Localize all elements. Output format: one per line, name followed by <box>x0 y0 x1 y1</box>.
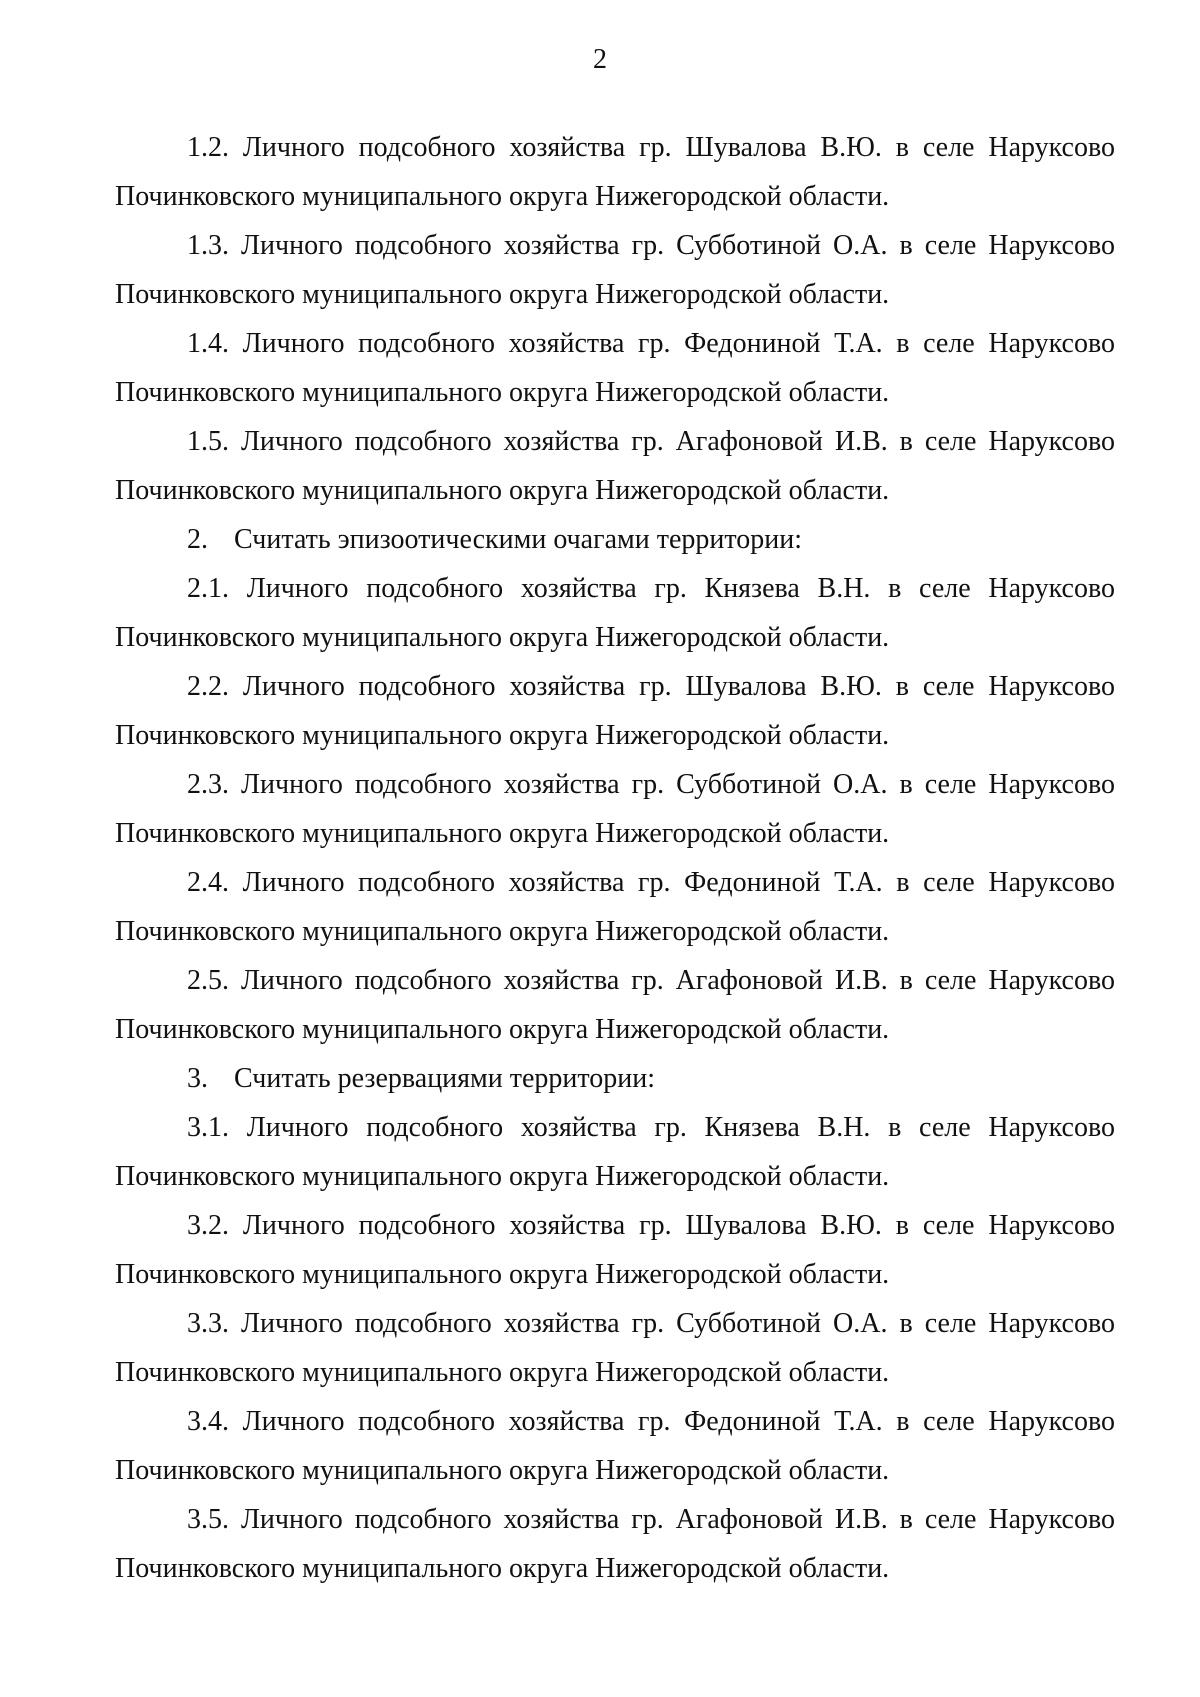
section-heading <box>115 1054 1115 1103</box>
item-text: Личного подсобного хозяйства гр. Субботиной О.А. в селе Наруксово Починковского муниципального округа Нижегородской области. <box>115 769 1116 849</box>
item-text: Личного подсобного хозяйства гр. Агафоновой И.В. в селе Наруксово Починковского муниципального округа Нижегородской области. <box>115 965 1115 1045</box>
item-number: 2.2. <box>187 671 229 702</box>
item-text: Личного подсобного хозяйства гр. Федониной Т.А. в селе Наруксово Починковского муниципального округа Нижегородской области. <box>115 867 1116 947</box>
section-number: 2. <box>187 524 208 555</box>
list-item <box>115 221 1115 319</box>
list-item <box>115 1299 1115 1397</box>
list-item <box>115 1201 1115 1299</box>
item-text: Личного подсобного хозяйства гр. Агафоновой И.В. в селе Наруксово Починковского муниципального округа Нижегородской области. <box>115 1504 1115 1584</box>
section-text: Считать резервациями территории: <box>234 1063 656 1094</box>
item-text: Личного подсобного хозяйства гр. Шувалова В.Ю. в селе Наруксово Починковского муниципального округа Нижегородской области. <box>115 132 1116 212</box>
item-number: 2.1. <box>187 573 229 604</box>
item-number: 1.4. <box>187 328 229 359</box>
list-item <box>115 319 1115 417</box>
list-item <box>115 1397 1115 1495</box>
list-item <box>115 1495 1115 1593</box>
item-text: Личного подсобного хозяйства гр. Шувалова В.Ю. в селе Наруксово Починковского муниципального округа Нижегородской области. <box>115 671 1116 751</box>
item-number: 2.3. <box>187 769 229 800</box>
list-item <box>115 417 1115 515</box>
list-item <box>115 760 1115 858</box>
section-number: 3. <box>187 1063 208 1094</box>
item-number: 1.5. <box>187 426 229 457</box>
item-number: 1.3. <box>187 230 229 261</box>
list-item <box>115 956 1115 1054</box>
item-text: Личного подсобного хозяйства гр. Князева В.Н. в селе Наруксово Починковского муниципального округа Нижегородской области. <box>115 573 1116 653</box>
item-text: Личного подсобного хозяйства гр. Субботиной О.А. в селе Наруксово Починковского муниципального округа Нижегородской области. <box>115 230 1116 310</box>
list-item <box>115 1103 1115 1201</box>
list-item <box>115 564 1115 662</box>
list-item <box>115 858 1115 956</box>
item-text: Личного подсобного хозяйства гр. Агафоновой И.В. в селе Наруксово Починковского муниципального округа Нижегородской области. <box>115 426 1115 506</box>
document-body <box>115 123 1115 1593</box>
item-number: 3.2. <box>187 1210 229 1241</box>
list-item <box>115 123 1115 221</box>
item-text: Личного подсобного хозяйства гр. Князева В.Н. в селе Наруксово Починковского муниципального округа Нижегородской области. <box>115 1112 1116 1192</box>
item-number: 2.5. <box>187 965 229 996</box>
section-heading <box>115 515 1115 564</box>
item-text: Личного подсобного хозяйства гр. Шувалова В.Ю. в селе Наруксово Починковского муниципального округа Нижегородской области. <box>115 1210 1116 1290</box>
item-text: Личного подсобного хозяйства гр. Субботиной О.А. в селе Наруксово Починковского муниципального округа Нижегородской области. <box>115 1308 1116 1388</box>
item-number: 3.5. <box>187 1504 229 1535</box>
page-number: 2 <box>593 44 607 75</box>
list-item <box>115 662 1115 760</box>
section-text: Считать эпизоотическими очагами территории: <box>234 524 802 555</box>
item-number: 3.4. <box>187 1406 229 1437</box>
item-number: 1.2. <box>187 132 229 163</box>
item-number: 3.1. <box>187 1112 229 1143</box>
item-number: 3.3. <box>187 1308 229 1339</box>
item-text: Личного подсобного хозяйства гр. Федониной Т.А. в селе Наруксово Починковского муниципального округа Нижегородской области. <box>115 328 1116 408</box>
item-number: 2.4. <box>187 867 229 898</box>
item-text: Личного подсобного хозяйства гр. Федониной Т.А. в селе Наруксово Починковского муниципального округа Нижегородской области. <box>115 1406 1116 1486</box>
